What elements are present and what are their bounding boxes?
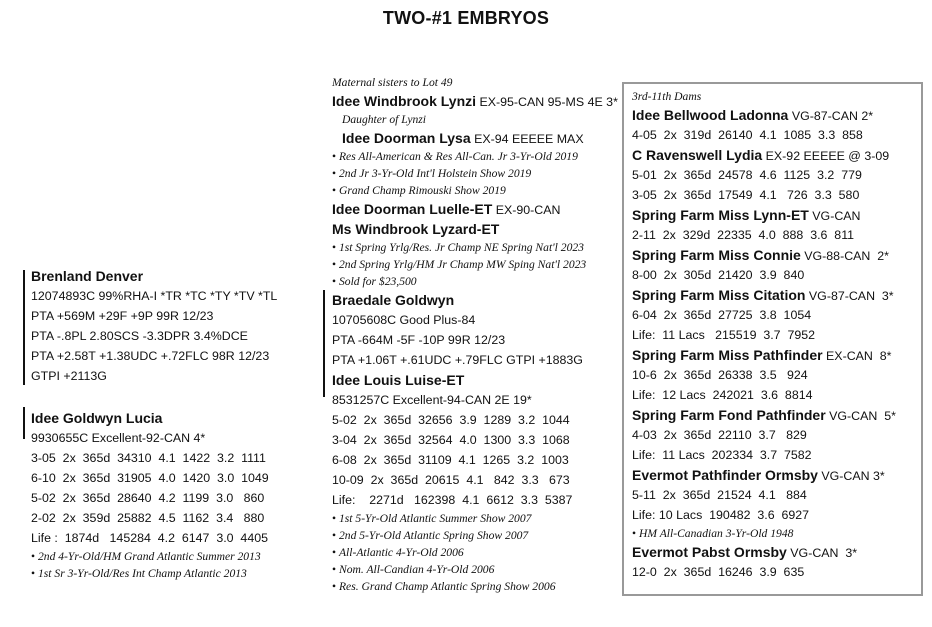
show-note: • HM All-Canadian 3-Yr-Old 1948 [632,525,896,542]
dam-classification: VG-87-CAN 3* [808,289,894,303]
dam-record: 4-03 2x 365d 22110 3.7 829 [632,428,807,442]
maternal-sisters-note: Maternal sisters to Lot 49 [332,76,453,89]
dam-name: Spring Farm Miss Connie [632,247,801,263]
dam-record: 2-11 2x 329d 22335 4.0 888 3.6 811 [632,228,855,242]
luise-record: 10-09 2x 365d 20615 4.1 842 3.3 673 [332,473,570,487]
sale-note: • Sold for $23,500 [332,273,618,290]
dam-name: Evermot Pabst Ormsby [632,544,787,560]
dam-record: 6-10 2x 365d 31905 4.0 1420 3.0 1049 [31,471,269,485]
show-note: • Grand Champ Rimouski Show 2019 [332,182,618,199]
daughter-note: Daughter of Lynzi [342,113,427,126]
dam-line: 9930655C Excellent-92-CAN 4* [31,431,206,445]
dam-record: 3-05 2x 365d 17549 4.1 726 3.3 580 [632,188,860,202]
dam-lifetime: Life: 12 Lacs 242021 3.6 8814 [632,388,813,402]
dam-name: Spring Farm Miss Citation [632,287,806,303]
goldwyn-line: PTA +1.06T +.61UDC +.79FLC GTPI +1883G [332,353,583,367]
show-note: • 2nd Jr 3-Yr-Old Int'l Holstein Show 2019 [332,165,618,182]
dam-record: 10-6 2x 365d 26338 3.5 924 [632,368,808,382]
dam-record: 5-02 2x 365d 28640 4.2 1199 3.0 860 [31,491,265,505]
left-column [31,266,277,582]
dam-classification: VG-CAN 3* [821,469,885,483]
show-note: • Res. Grand Champ Atlantic Spring Show 2006 [332,578,618,595]
dam-classification: VG-CAN [812,209,861,223]
luise-record: 6-08 2x 365d 31109 4.1 1265 3.2 1003 [332,453,569,467]
dam-record: 8-00 2x 305d 21420 3.9 840 [632,268,805,282]
sire-line: PTA +569M +29F +9P 99R 12/23 [31,309,214,323]
right-column [632,88,896,582]
left-bracket-line-lower [23,407,25,439]
dam-classification: VG-CAN 3* [790,546,858,560]
luelle-classification: EX-90-CAN [495,203,561,217]
dam-lifetime: Life: 11 Lacs 215519 3.7 7952 [632,328,816,342]
dam-record: 3-05 2x 365d 34310 4.1 1422 3.2 1111 [31,451,266,465]
dam-name: Evermot Pathfinder Ormsby [632,467,818,483]
lynzi-classification: EX-95-CAN 95-MS 4E 3* [479,95,618,109]
show-note: • 1st 5-Yr-Old Atlantic Summer Show 2007 [332,510,618,527]
left-bracket-line [23,270,25,385]
goldwyn-line: PTA -664M -5F -10P 99R 12/23 [332,333,506,347]
lynzi-name: Idee Windbrook Lynzi [332,93,477,109]
dam-name: Idee Goldwyn Lucia [31,410,163,426]
dams-header-note: 3rd-11th Dams [632,90,702,103]
luise-record: 3-04 2x 365d 32564 4.0 1300 3.3 1068 [332,433,570,447]
dam-lifetime: Life: 10 Lacs 190482 3.6 6927 [632,508,810,522]
dam-record: 6-04 2x 365d 27725 3.8 1054 [632,308,812,322]
dam-record: 5-01 2x 365d 24578 4.6 1125 3.2 779 [632,168,862,182]
dam-classification: EX-92 EEEEE @ 3-09 [765,149,890,163]
dam-classification: VG-88-CAN 2* [804,249,889,263]
show-note: • 1st Spring Yrlg/Res. Jr Champ NE Spring Nat'l 2023 [332,239,618,256]
luise-record: 5-02 2x 365d 32656 3.9 1289 3.2 1044 [332,413,570,427]
dam-name: Spring Farm Fond Pathfinder [632,407,826,423]
middle-bracket-line [323,290,325,397]
sire-line: GTPI +2113G [31,369,107,383]
lysa-classification: EX-94 EEEEE MAX [474,132,584,146]
show-note: • Nom. All-Candian 4-Yr-Old 2006 [332,561,618,578]
show-note: • Res All-American & Res All-Can. Jr 3-Yr-Old 2019 [332,148,618,165]
dam-record: 12-0 2x 365d 16246 3.9 635 [632,565,805,579]
show-note: • 2nd Spring Yrlg/HM Jr Champ MW Sping Nat'l 2023 [332,256,618,273]
dam-name: Idee Bellwood Ladonna [632,107,789,123]
dam-classification: VG-CAN 5* [829,409,896,423]
dam-classification: EX-CAN 8* [826,349,892,363]
luise-lifetime: Life: 2271d 162398 4.1 6612 3.3 5387 [332,493,573,507]
show-note: • 2nd 4-Yr-Old/HM Grand Atlantic Summer 2013 [31,548,277,565]
dam-name: Spring Farm Miss Pathfinder [632,347,823,363]
luise-line: 8531257C Excellent-94-CAN 2E 19* [332,393,532,407]
dam-record: 5-11 2x 365d 21524 4.1 884 [632,488,807,502]
sire-line: PTA -.8PL 2.80SCS -3.3DPR 3.4%DCE [31,329,248,343]
sire-line: 12074893C 99%RHA-I *TR *TC *TY *TV *TL [31,289,278,303]
dam-record: 4-05 2x 319d 26140 4.1 1085 3.3 858 [632,128,863,142]
dam-record: 2-02 2x 359d 25882 4.5 1162 3.4 880 [31,511,265,525]
show-note: • All-Atlantic 4-Yr-Old 2006 [332,544,618,561]
show-note: • 1st Sr 3-Yr-Old/Res Int Champ Atlantic 2013 [31,565,277,582]
show-note: • 2nd 5-Yr-Old Atlantic Spring Show 2007 [332,527,618,544]
page-title: TWO-#1 EMBRYOS [382,8,550,28]
goldwyn-name: Braedale Goldwyn [332,292,455,308]
middle-column [332,74,618,595]
luise-name: Idee Louis Luise-ET [332,372,465,388]
goldwyn-line: 10705608C Good Plus-84 [332,313,476,327]
lyzard-name: Ms Windbrook Lyzard-ET [332,221,500,237]
dam-classification: VG-87-CAN 2* [791,109,874,123]
sire-name: Brenland Denver [31,268,144,284]
dam-name: C Ravenswell Lydia [632,147,763,163]
luelle-name: Idee Doorman Luelle-ET [332,201,493,217]
lysa-name: Idee Doorman Lysa [342,130,471,146]
dam-name: Spring Farm Miss Lynn-ET [632,207,809,223]
dam-lifetime: Life : 1874d 145284 4.2 6147 3.0 4405 [31,531,268,545]
sire-line: PTA +2.58T +1.38UDC +.72FLC 98R 12/23 [31,349,270,363]
dam-lifetime: Life: 11 Lacs 202334 3.7 7582 [632,448,812,462]
